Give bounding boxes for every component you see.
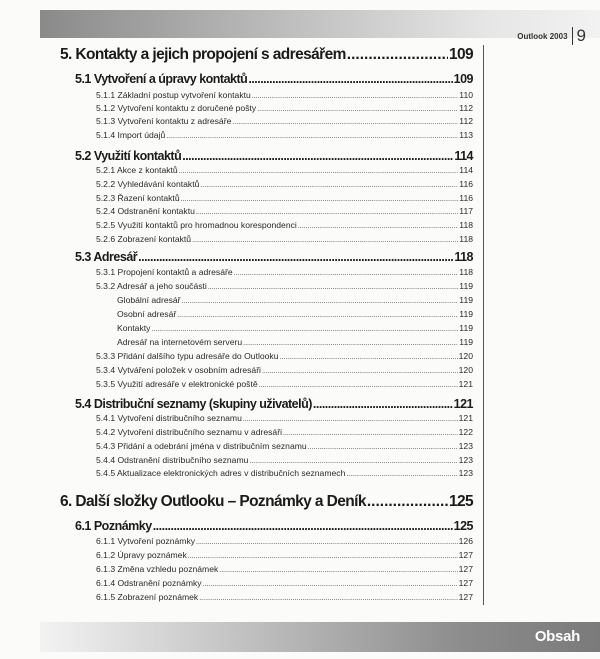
toc-entry-page: 127 (458, 578, 473, 588)
toc-entry-page: 116 (459, 193, 473, 203)
toc-entry-page: 121 (458, 413, 473, 423)
toc-entry-page: 114 (454, 149, 473, 163)
dot-leader (181, 196, 459, 203)
toc-entry-title: 5.3.4 Vytváření položek v osobním adresáři (96, 365, 261, 375)
toc-entry-title: 5.3.5 Využití adresáře v elektronické poště (96, 379, 258, 389)
dot-leader (234, 270, 459, 277)
dot-leader (308, 444, 458, 451)
toc-entry-sec (75, 149, 473, 163)
toc-entry-page: 123 (458, 441, 473, 451)
toc-entry-title: 5.2.2 Vyhledávání kontaktů (96, 179, 200, 189)
toc-entry-sub (96, 90, 473, 100)
toc-entry-ch (60, 46, 473, 64)
toc-entry-title: 6.1.5 Zobrazení poznámek (96, 592, 199, 602)
toc-entry-title: 5.4.1 Vytvoření distribučního seznamu (96, 413, 242, 423)
toc-entry-title: 6.1.3 Změna vzhledu poznámek (96, 564, 219, 574)
toc-entry-page: 110 (459, 90, 473, 100)
toc-entry-page: 116 (459, 179, 473, 189)
toc-entry-page: 120 (458, 365, 473, 375)
toc-entry-title: 5.1.4 Import údajů (96, 130, 166, 140)
section-label: Obsah (534, 628, 580, 645)
toc-entry-page: 118 (459, 234, 473, 244)
dot-leader (298, 223, 458, 230)
toc-entry-sub (96, 130, 473, 140)
toc-entry-page: 112 (459, 103, 473, 113)
toc-entry-title: Kontakty (117, 323, 151, 333)
dot-leader (179, 168, 459, 175)
toc-entry-ch (60, 493, 473, 511)
page-number: 9 (576, 26, 586, 45)
toc-entry-title: 5.2.1 Akce z kontaktů (96, 165, 178, 175)
toc-entry-sub (96, 103, 473, 113)
toc-entry-title: 5. Kontakty a jejich propojení s adresářem (60, 46, 346, 63)
toc-entry-page: 118 (459, 220, 473, 230)
toc-entry-title: 5.4.4 Odstranění distribučního seznamu (96, 455, 249, 465)
toc-entry-title: Globální adresář (117, 295, 181, 305)
toc-entry-sub (96, 179, 473, 189)
dot-leader (283, 430, 458, 437)
toc-entry-sub (96, 578, 473, 588)
toc-entry-sub (96, 564, 473, 574)
dot-leader (249, 458, 457, 465)
dot-leader (367, 493, 448, 511)
toc-entry-sub2 (117, 309, 473, 319)
toc-entry-sec (75, 250, 473, 264)
toc-entry-page: 118 (459, 267, 473, 277)
dot-leader (192, 237, 458, 244)
toc-entry-title: 5.4.5 Aktualizace elektronických adres v distribučních seznamech (96, 468, 346, 478)
dot-leader (280, 354, 458, 361)
toc-entry-page: 123 (458, 455, 473, 465)
toc-entry-sub (96, 379, 473, 389)
dot-leader (219, 567, 457, 574)
dot-leader (203, 581, 458, 588)
dot-leader (232, 119, 458, 126)
toc-entry-sub (96, 351, 473, 361)
toc-entry-sub2 (117, 323, 473, 333)
toc-entry-title: Adresář na internetovém serveru (117, 337, 243, 347)
dot-leader (138, 250, 453, 264)
toc-entry-page: 119 (459, 295, 473, 305)
toc-entry-title: 5.4.3 Přidání a odebrání jména v distribučním seznamu (96, 441, 307, 451)
toc-entry-page: 118 (454, 250, 473, 264)
toc-entry-sub2 (117, 337, 473, 347)
dot-leader (153, 519, 453, 533)
toc-entry-page: 127 (458, 564, 473, 574)
toc-entry-title: 6.1 Poznámky (75, 519, 152, 533)
toc-entry-sub (96, 220, 473, 230)
toc-entry-sub (96, 206, 473, 216)
toc-entry-sec (75, 72, 473, 86)
dot-leader (182, 149, 453, 163)
toc-entry-title: 5.3 Adresář (75, 250, 138, 264)
toc-entry-sub (96, 550, 473, 560)
toc-entry-page: 119 (459, 309, 473, 319)
toc-entry-page: 127 (458, 550, 473, 560)
toc-entry-title: 5.2.5 Využití kontaktů pro hromadnou korespondenci (96, 220, 297, 230)
toc-entry-page: 126 (458, 536, 473, 546)
dot-leader (199, 595, 457, 602)
toc-entry-page: 113 (459, 130, 473, 140)
toc-entry-sub (96, 116, 473, 126)
toc-entry-page: 125 (448, 493, 473, 510)
toc-entry-title: 6.1.2 Úpravy poznámek (96, 550, 187, 560)
toc-entry-sub (96, 468, 473, 478)
dot-leader (196, 209, 458, 216)
dot-leader (196, 539, 458, 546)
toc-entry-title: 5.2.3 Řazení kontaktů (96, 193, 180, 203)
toc-entry-sub (96, 536, 473, 546)
dot-leader (243, 340, 458, 347)
toc-entry-page: 109 (453, 72, 473, 86)
dot-leader (151, 326, 458, 333)
dot-leader (313, 397, 453, 411)
toc-entry-page: 114 (459, 165, 473, 175)
toc-entry-sub (96, 165, 473, 175)
toc-entry-sub (96, 234, 473, 244)
dot-leader (262, 368, 458, 375)
toc-entry-title: 5.3.3 Přidání dalšího typu adresáře do Outlooku (96, 351, 279, 361)
toc-entry-sub (96, 193, 473, 203)
toc-entry-page: 120 (458, 351, 473, 361)
toc-entry-page: 119 (459, 323, 473, 333)
toc-entry-page: 121 (458, 379, 473, 389)
toc-entry-title: 5.3.2 Adresář a jeho součásti (96, 281, 207, 291)
toc-entry-page: 112 (459, 116, 473, 126)
toc-entry-title: 5.4 Distribuční seznamy (skupiny uživatelů) (75, 397, 312, 411)
toc-entry-sub (96, 413, 473, 423)
dot-leader (208, 284, 458, 291)
toc-entry-title: 5.1.2 Vytvoření kontaktu z doručené pošty (96, 103, 257, 113)
toc-entry-title: 6. Další složky Outlooku – Poznámky a Deník (60, 493, 366, 510)
toc-entry-page: 109 (448, 46, 473, 63)
book-title: Outlook 2003 (517, 31, 568, 41)
toc-entry-sub2 (117, 295, 473, 305)
toc-entry-sub (96, 267, 473, 277)
toc-entry-title: 5.1 Vytvoření a úpravy kontaktů (75, 72, 248, 86)
dot-leader (346, 471, 457, 478)
toc-entry-title: 5.1.1 Základní postup vytvoření kontaktu (96, 90, 251, 100)
toc-entry-page: 125 (453, 519, 473, 533)
toc-entry-sub (96, 281, 473, 291)
dot-leader (166, 133, 458, 140)
toc-entry-sub (96, 441, 473, 451)
dot-leader (243, 416, 458, 423)
toc-entry-sec (75, 397, 473, 411)
dot-leader (248, 72, 452, 86)
dot-leader (188, 553, 458, 560)
dot-leader (257, 106, 458, 113)
dot-leader (347, 46, 448, 64)
footer-band (40, 622, 600, 652)
toc-entry-page: 127 (458, 592, 473, 602)
toc-entry-title: 5.2 Využití kontaktů (75, 149, 182, 163)
toc-entry-sub (96, 455, 473, 465)
toc-entry-sub (96, 427, 473, 437)
toc-entry-page: 117 (459, 206, 473, 216)
toc-entry-sec (75, 519, 473, 533)
toc-entry-page: 119 (459, 337, 473, 347)
toc-entry-title: Osobní adresář (117, 309, 177, 319)
dot-leader (259, 382, 458, 389)
toc-entry-page: 122 (458, 427, 473, 437)
dot-leader (182, 298, 459, 305)
toc-entry-title: 5.2.4 Odstranění kontaktu (96, 206, 195, 216)
toc-entry-page: 123 (458, 468, 473, 478)
toc-entry-title: 6.1.4 Odstranění poznámky (96, 578, 202, 588)
toc-entry-sub (96, 365, 473, 375)
dot-leader (177, 312, 458, 319)
toc-entry-page: 119 (459, 281, 473, 291)
toc-entry-title: 5.2.6 Zobrazení kontaktů (96, 234, 192, 244)
dot-leader (252, 93, 459, 100)
toc-entry-title: 5.3.1 Propojení kontaktů a adresáře (96, 267, 233, 277)
dot-leader (200, 182, 458, 189)
toc-entry-title: 5.1.3 Vytvoření kontaktu z adresáře (96, 116, 232, 126)
toc-entry-title: 5.4.2 Vytvoření distribučního seznamu v adresáři (96, 427, 282, 437)
toc-entry-title: 6.1.1 Vytvoření poznámky (96, 536, 196, 546)
toc-entry-page: 121 (453, 397, 473, 411)
toc-entry-sub (96, 592, 473, 602)
